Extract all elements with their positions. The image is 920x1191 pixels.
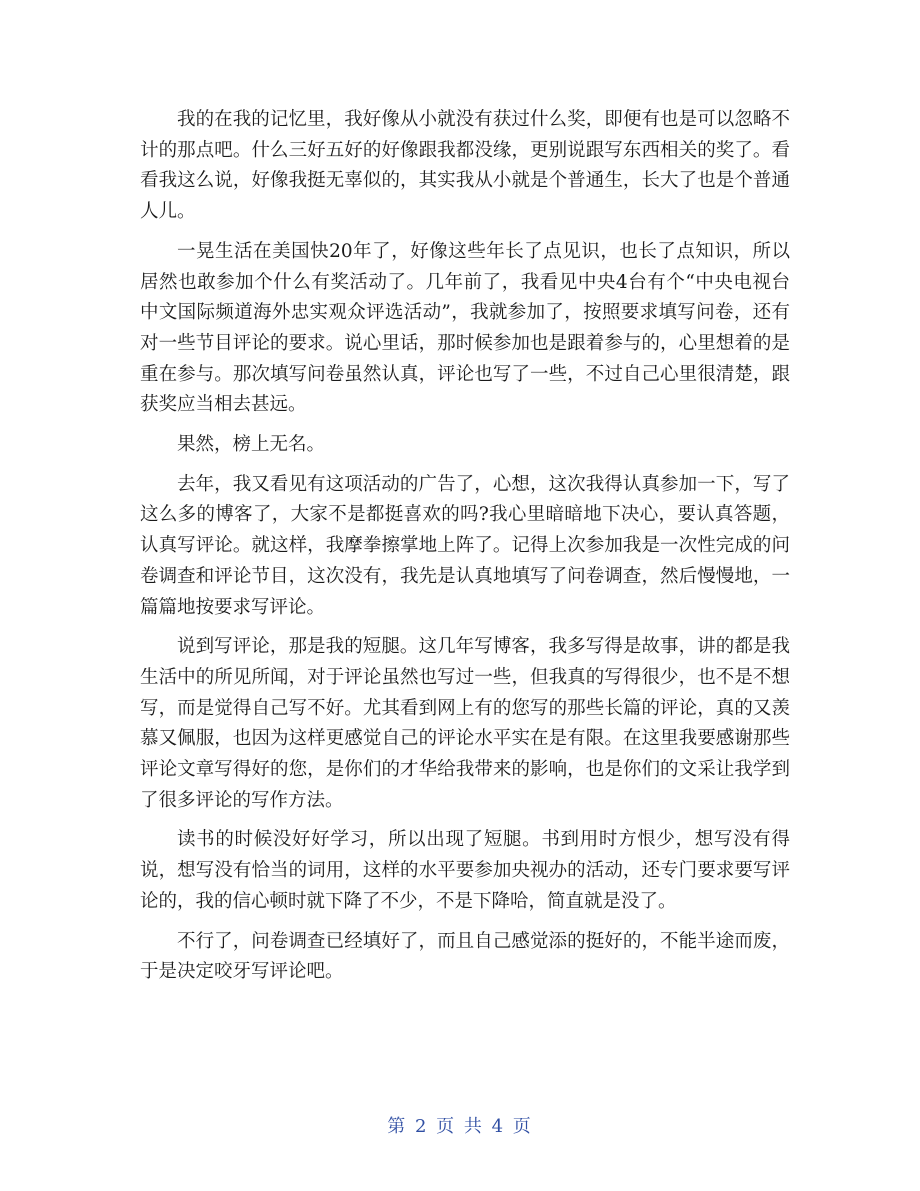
paragraph-2: 一晃生活在美国快20年了，好像这些年长了点见识，也长了点知识，所以居然也敢参加个什么有奖活动了。几年前了，我看见中央4台有个“中央电视台中文国际频道海外忠实观众评选活动”，我就参加了，按照要求填写问卷，还有对一些节目评论的要求。说心里话，那时候参加也是跟着参与的，心里想着的是重在参与。那次填写问卷虽然认真，评论也写了一些，不过自己心里很清楚，跟获奖应当相去甚远。 [140,240,790,416]
paragraph-4: 去年，我又看见有这项活动的广告了，心想，这次我得认真参加一下，写了这么多的博客了，大家不是都挺喜欢的吗?我心里暗暗地下决心，要认真答题，认真写评论。就这样，我摩拳擦掌地上阵了。记得上次参加我是一次性完成的问卷调查和评论节目，这次没有，我先是认真地填写了问卷调查，然后慢慢地，一篇篇地按要求写评论。 [140,473,790,618]
paragraph-3: 果然，榜上无名。 [177,434,326,456]
paragraph-5: 说到写评论，那是我的短腿。这几年写博客，我多写得是故事，讲的都是我生活中的所见所闻，对于评论虽然也写过一些，但我真的写得很少，也不是不想写，而是觉得自己写不好。尤其看到网上有的您写的那些长篇的评论，真的又羡慕又佩服，也因为这样更感觉自己的评论水平实在是有限。在这里我要感谢那些评论文章写得好的您，是你们的才华给我带来的影响，也是你们的文采让我学到了很多评论的写作方法。 [140,636,790,811]
paragraph-1: 我的在我的记忆里，我好像从小就没有获过什么奖，即便有也是可以忽略不计的那点吧。什么三好五好的好像跟我都没缘，更别说跟写东西相关的奖了。看看我这么说，好像我挺无辜似的，其实我从小就是个普通生，长大了也是个普通人儿。 [140,109,790,223]
paragraph-6: 读书的时候没好好学习，所以出现了短腿。书到用时方恨少，想写没有得说，想写没有恰当的词用，这样的水平要参加央视办的活动，还专门要求要写评论的，我的信心顿时就下降了不少，不是下降哈，简直就是没了。 [140,829,790,912]
paragraph-7: 不行了，问卷调查已经填好了，而且自己感觉添的挺好的，不能半途而废，于是决定咬牙写评论吧。 [140,930,790,983]
page-number-footer: 第 2 页 共 4 页 [387,1116,533,1137]
document-body [140,105,790,997]
